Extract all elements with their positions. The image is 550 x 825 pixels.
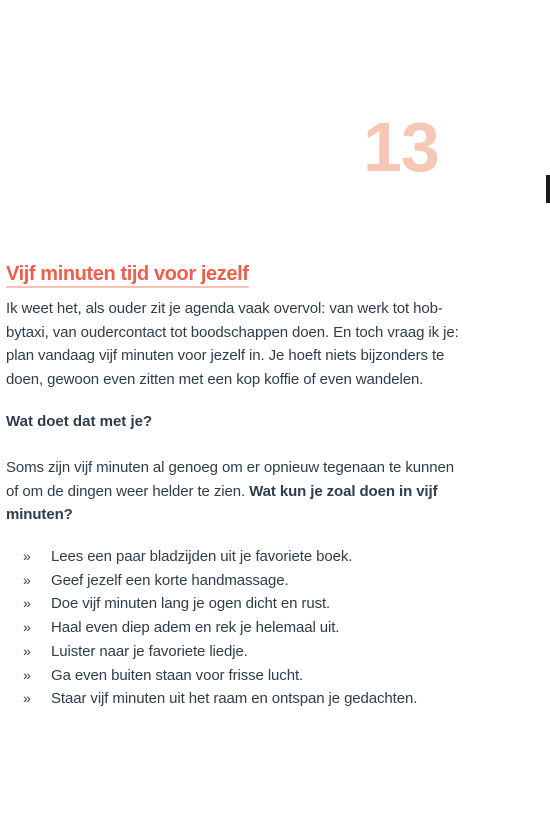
list-item-text: Doe vijf minuten lang je ogen dicht en rust. [51, 595, 331, 613]
list-item-text: Ga even buiten staan voor frisse lucht. [51, 666, 304, 684]
bullet-icon: » [23, 595, 31, 612]
list-item [23, 592, 417, 616]
list-item [23, 616, 417, 640]
intro-line: Ik weet het, als ouder zit je agenda vaak overvol: van werk tot hob- [6, 300, 443, 317]
list-item-text: Lees een paar bladzijden uit je favoriete boek. [51, 548, 353, 565]
list-item-text: Haal even diep adem en rek je helemaal uit. [51, 619, 340, 637]
section-subheading: Wat doet dat met je? [6, 413, 153, 430]
intro-line: plan vandaag vijf minuten voor jezelf in. Je hoeft niets bijzonders te [6, 347, 445, 364]
bullet-icon: » [23, 690, 31, 707]
list-item-text: Luister naar je favoriete liedje. [51, 642, 248, 660]
page-edge-mark [546, 175, 550, 203]
chapter-number: 13 [363, 108, 439, 186]
list-item [23, 664, 417, 688]
second-paragraph [6, 456, 470, 527]
list-item [23, 569, 417, 593]
page-title: Vijf minuten tijd voor jezelf [6, 264, 249, 288]
list-item [23, 545, 417, 569]
intro-line: bytaxi, van oudercontact tot boodschappen doen. En toch vraag ik je: [6, 323, 459, 341]
paragraph-text: Soms zijn vijf minuten al genoeg om er opnieuw tegenaan te kunnen of om de dingen weer helder te zien. [6, 459, 454, 500]
bullet-icon: » [23, 619, 31, 636]
bullet-icon: » [23, 548, 31, 564]
intro-line: doen, gewoon even zitten met een kop koffie of even wandelen. [6, 370, 424, 388]
list-item-text: Geef jezelf een korte handmassage. [51, 571, 289, 589]
bullet-icon: » [23, 666, 31, 683]
tips-list [23, 545, 417, 711]
paragraph-question: Wat kun je zoal doen in vijf minuten? [6, 482, 438, 523]
list-item [23, 687, 417, 711]
intro-paragraph [6, 297, 470, 391]
bullet-icon: » [23, 642, 31, 659]
list-item [23, 640, 417, 664]
bullet-icon: » [23, 571, 31, 588]
list-item-text: Staar vijf minuten uit het raam en ontspan je gedachten. [51, 690, 418, 708]
